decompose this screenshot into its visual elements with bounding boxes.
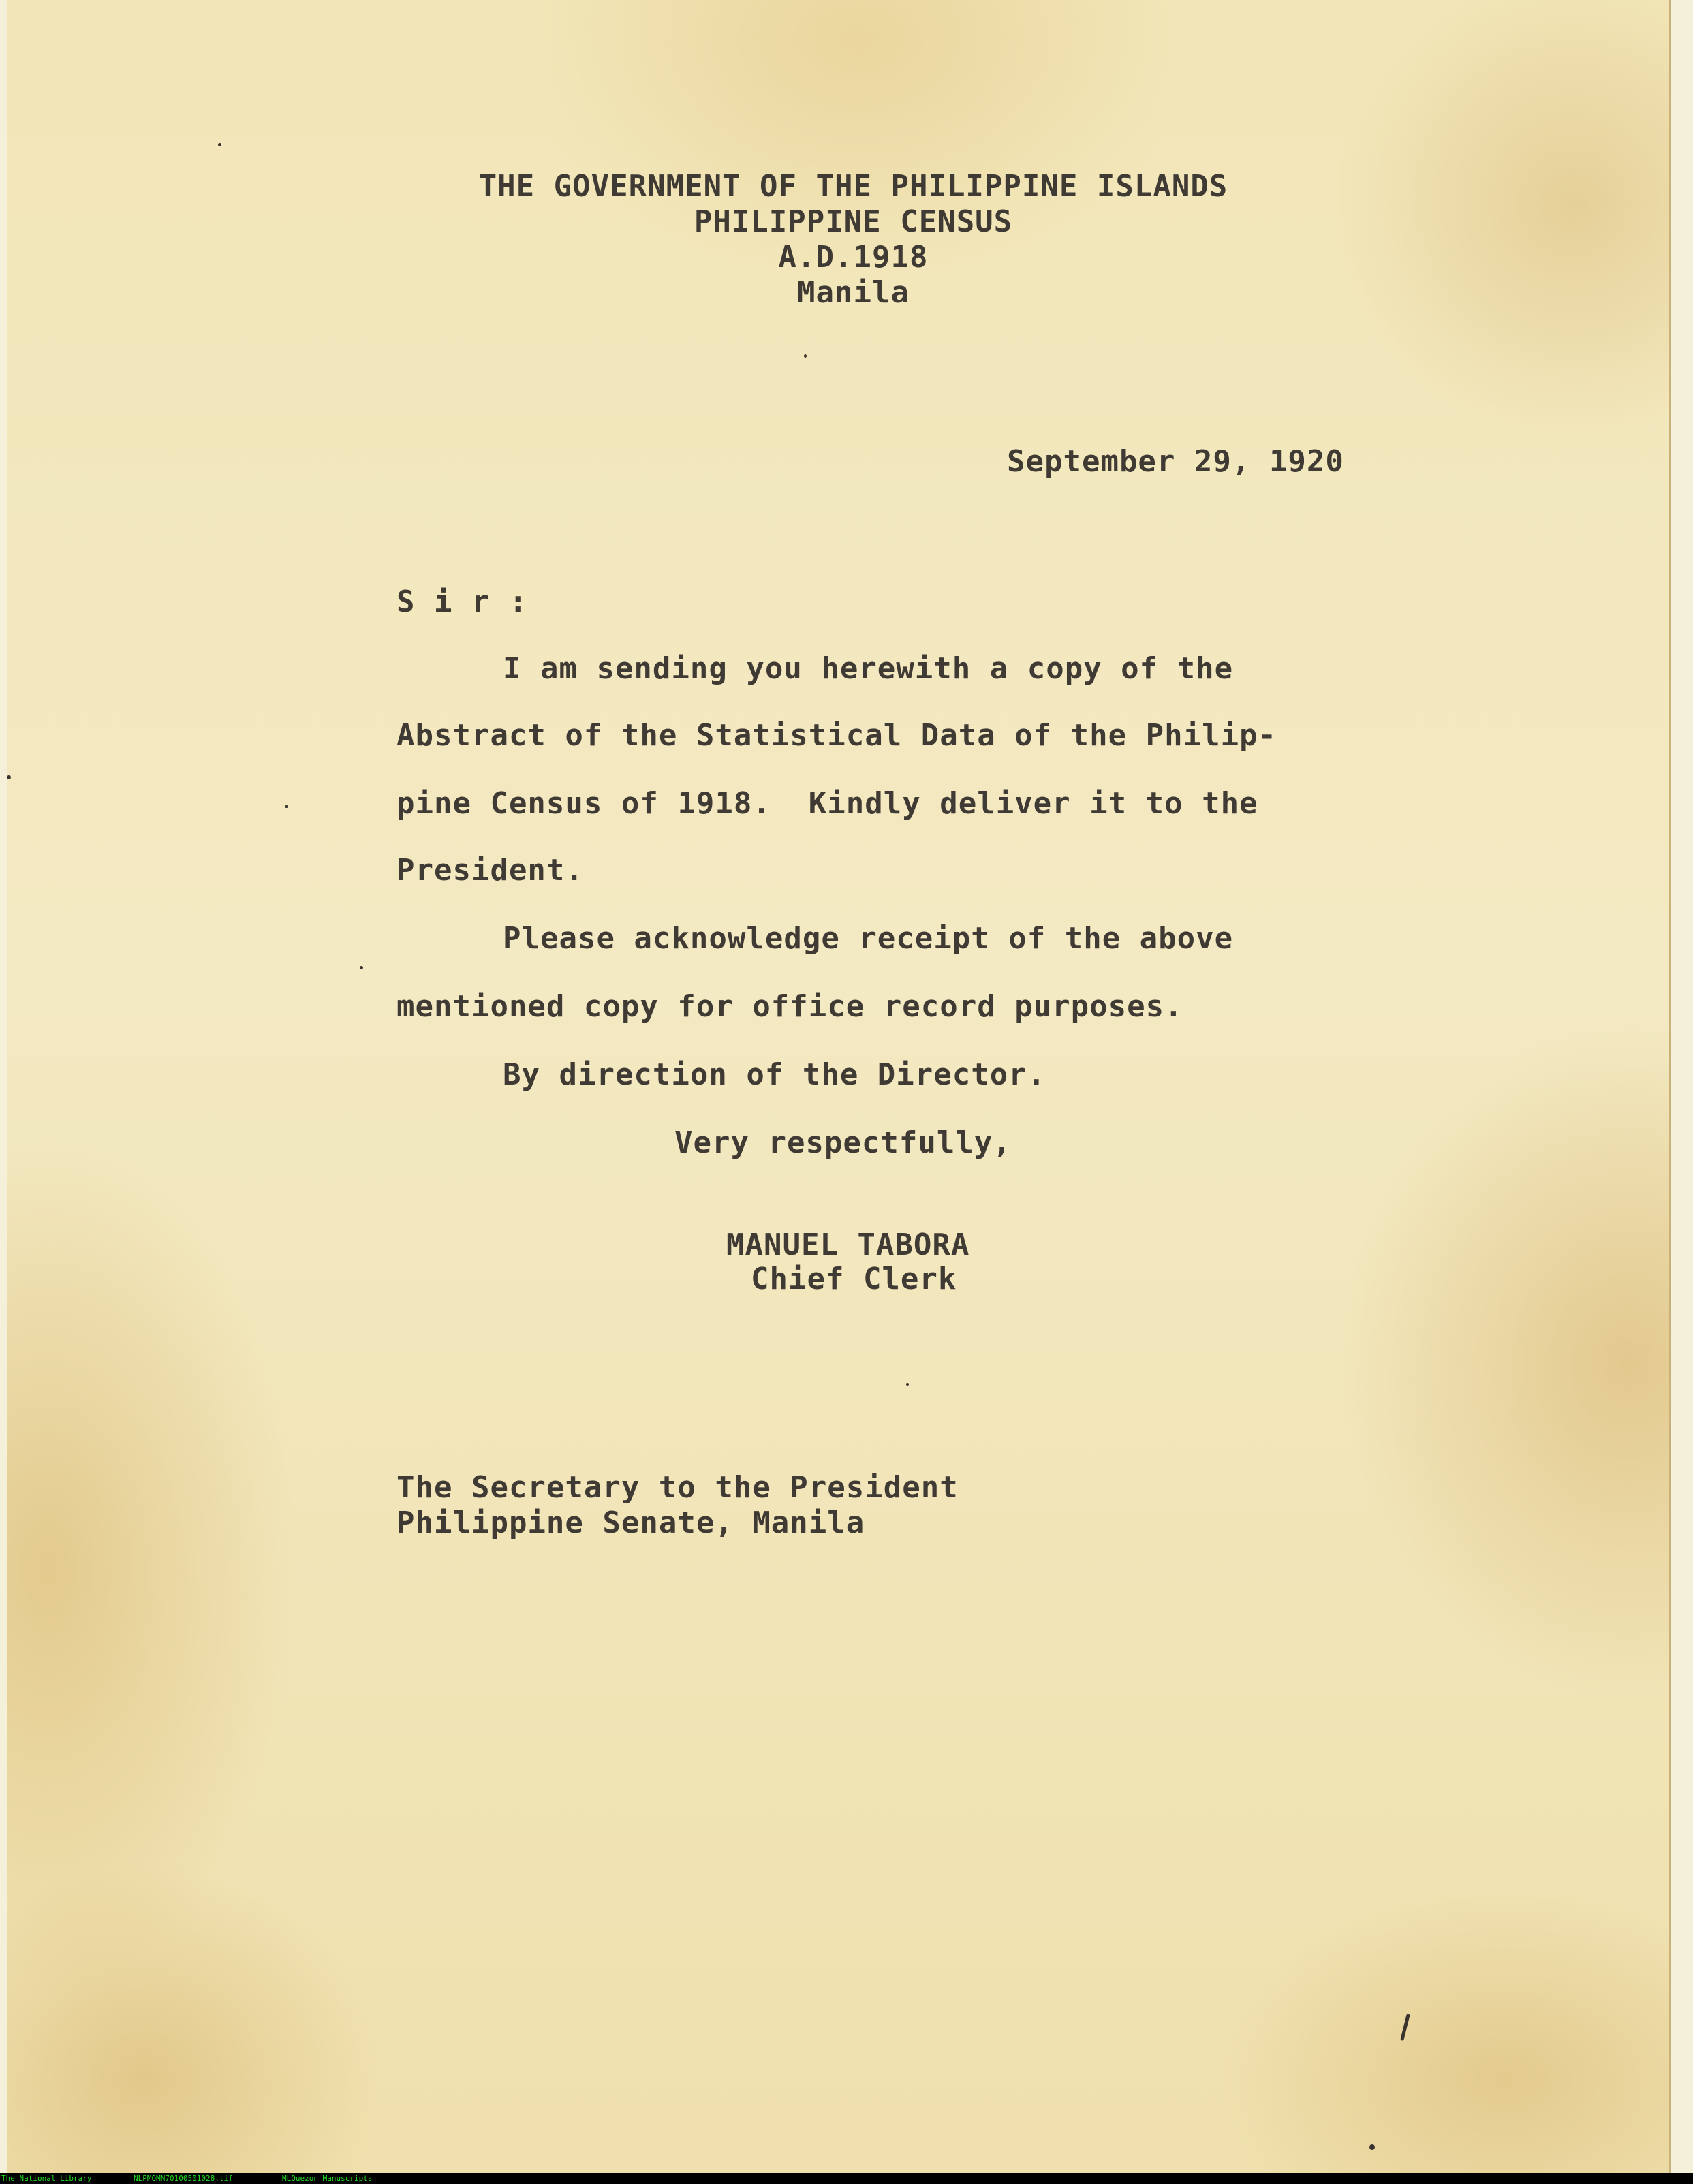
speck-mark [7,775,11,779]
paragraph1-line3: pine Census of 1918. Kindly deliver it to the [397,786,1258,821]
paragraph3: By direction of the Director. [503,1057,1046,1092]
speck-mark [285,805,288,808]
paragraph1-line4: President. [397,853,584,888]
paragraph2-line1: Please acknowledge receipt of the above [503,921,1234,956]
closing: Very respectfully, [674,1125,1012,1160]
paragraph1-line1: I am sending you herewith a copy of the [503,651,1234,686]
speck-mark [360,966,363,969]
speck-mark [804,354,807,358]
speck-mark [1369,2144,1375,2150]
signatory-title: Chief Clerk [751,1262,957,1296]
paragraph2-line2: mentioned copy for office record purposes. [397,989,1183,1024]
letter-date: September 29, 1920 [1007,444,1344,479]
addressee-line1: The Secretary to the President [397,1470,959,1505]
footer-filename: NLPMQMN70100501028.tif [134,2174,233,2183]
letterhead-year: A.D.1918 [778,240,929,275]
salutation: S i r : [397,584,528,619]
speck-mark [906,1383,909,1386]
scan-footer [0,2173,1693,2184]
addressee-line2: Philippine Senate, Manila [397,1506,865,1540]
letterhead-city: Manila [797,275,910,310]
footer-collection: MLQuezon Manuscripts [282,2174,373,2183]
pencil-mark [1400,2014,1410,2041]
letterhead-government: THE GOVERNMENT OF THE PHILIPPINE ISLANDS [478,169,1228,204]
paragraph1-line2: Abstract of the Statistical Data of the Philip- [397,718,1277,753]
footer-library: The National Library [1,2174,92,2183]
letterhead-census: PHILIPPINE CENSUS [694,204,1013,239]
paper-sheet [7,0,1671,2173]
signatory-name: MANUEL TABORA [726,1228,970,1262]
speck-mark [218,143,221,146]
letterhead [7,169,1693,311]
